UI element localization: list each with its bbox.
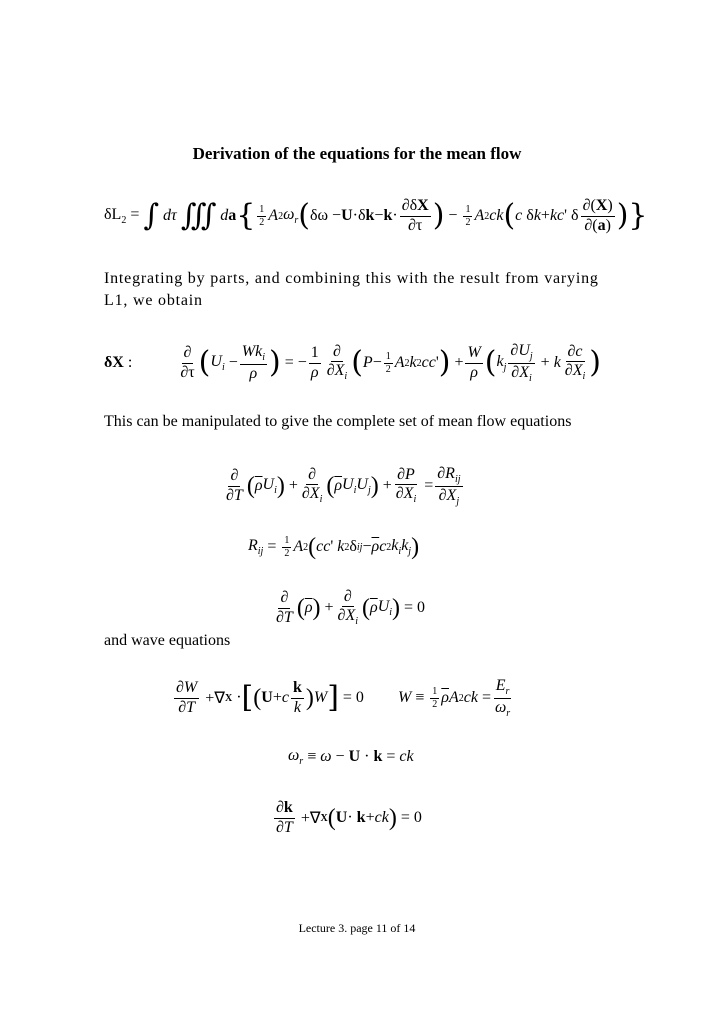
equation-continuity: ∂ ∂T ( $\overline{\rho}$ ) + ∂ $\partial X_i$ ( $\overline{\rho}$ $U_i$ ) = 0 bbox=[276, 587, 426, 628]
paragraph-manipulated: This can be manipulated to give the complete set of mean flow equations bbox=[104, 413, 572, 430]
page-title: Derivation of the equations for the mean flow bbox=[192, 144, 522, 163]
equation-stress: $R_{ij}$ = 1 2 A 2 ( cc ' k 2 δ ij − $\overline{\rho}$ c 2 $k_ik_j$ ) bbox=[248, 534, 420, 560]
paragraph-wave: and wave equations bbox=[104, 632, 231, 649]
page-footer: Lecture 3. page 11 of 14 bbox=[298, 921, 416, 935]
equation-momentum: ∂ ∂T ( $\overline{\rho}$ $U_i$ ) + ∂ $\partial X_i$ ( $\overline{\rho}$ $U_iU_j$ ) + ∂P $\partial X_i$ = $\partial R_{ij}$ $\partial X_j$ bbox=[226, 464, 461, 507]
equation-delta-L2: $\delta L_2$ = ∫ dτ ∭ d a { 1 2 A 2 $\omega_r$ ( δω − U ·δ k − k · ∂δX ∂τ ) − 1 2 A 2 ck ( c δ k + kc ' δ ∂(X) ∂(a) ) } bbox=[104, 197, 648, 234]
paragraph-integrating: Integrating by parts, and combining this with the result from varying L1, we obtain bbox=[104, 270, 599, 309]
equation-delta-X: δX : ∂ ∂τ ( $U_i$ − $Wk_i$ $\overline{\rho}$ ) = − 1 $\overline{\rho}$ ∂ $\partial X_i$ ( P − 1 2 A 2 k 2 cc ' ) + W $\overline{\rho}$ ( $k_j$ $\partial U_j$ $\partial X_i$ + k ∂c $\partial X_i$ ) bbox=[104, 341, 601, 384]
equation-wave-action: ∂W ∂T +∇ X · [ ( U + c k k ) W ] = 0 W ≡ 1 2 $\overline{\rho}$ A 2 ck = $E_r$ $\omega_r$ bbox=[176, 676, 511, 719]
equation-ray: ∂k ∂T +∇ X ( U · k + ck ) = 0 bbox=[276, 799, 422, 836]
equation-dispersion: $\omega_r$ ≡ ω − U · k = ck bbox=[288, 746, 414, 768]
